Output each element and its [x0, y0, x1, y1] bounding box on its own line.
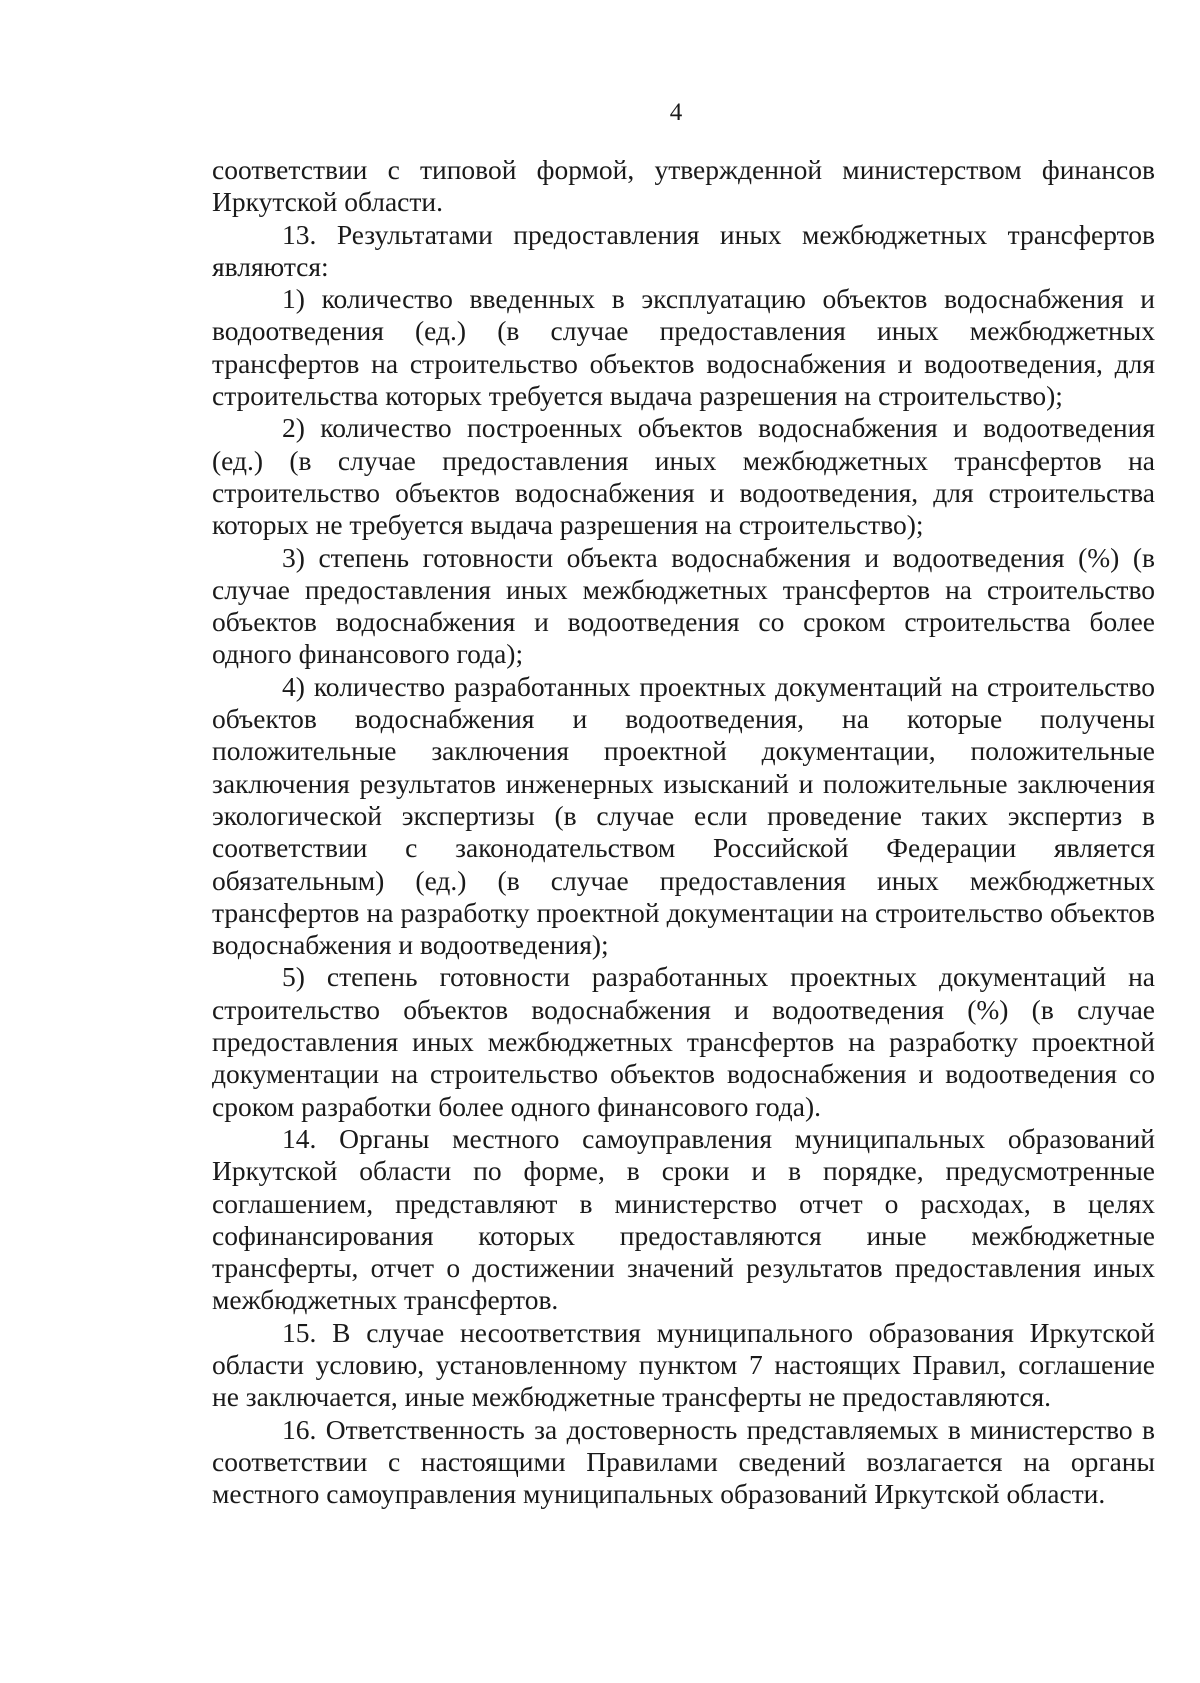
paragraph-13-item-5: 5) степень готовности разработанных проектных документаций на строительство объектов водоснабжения и водоотведения (%) (в случае предоставления иных межбюджетных трансфертов на разработку проектной документации на строительство объектов водоснабжения и водоотведения со сроком разработки более одного финансового года). — [212, 961, 1155, 1122]
paragraph-16: 16. Ответственность за достоверность представляемых в министерство в соответствии с настоящими Правилами сведений возлагается на органы местного самоуправления муниципальных образований Иркутской области. — [212, 1413, 1155, 1510]
document-body — [212, 154, 1155, 1510]
paragraph-continuation: соответствии с типовой формой, утвержденной министерством финансов Иркутской области. — [212, 154, 1155, 218]
paragraph-13: 13. Результатами предоставления иных межбюджетных трансфертов являются: — [212, 218, 1155, 282]
paragraph-13-item-1: 1) количество введенных в эксплуатацию объектов водоснабжения и водоотведения (ед.) (в случае предоставления иных межбюджетных трансфертов на строительство объектов водоснабжения и водоотведения, для строительства которых требуется выдача разрешения на строительство); — [212, 283, 1155, 412]
page-number: 4 — [669, 99, 683, 126]
paragraph-15: 15. В случае несоответствия муниципального образования Иркутской области условию, установленному пунктом 7 настоящих Правил, соглашение не заключается, иные межбюджетные трансферты не предоставляются. — [212, 1316, 1155, 1413]
paragraph-14: 14. Органы местного самоуправления муниципальных образований Иркутской области по форме, в сроки и в порядке, предусмотренные соглашением, представляют в министерство отчет о расходах, в целях софинансирования которых предоставляются иные межбюджетные трансферты, отчет о достижении значений результатов предоставления иных межбюджетных трансфертов. — [212, 1122, 1155, 1316]
paragraph-13-item-3: 3) степень готовности объекта водоснабжения и водоотведения (%) (в случае предоставления иных межбюджетных трансфертов на строительство объектов водоснабжения и водоотведения со сроком строительства более одного финансового года); — [212, 541, 1155, 670]
paragraph-13-item-2: 2) количество построенных объектов водоснабжения и водоотведения (ед.) (в случае предоставления иных межбюджетных трансфертов на строительство объектов водоснабжения и водоотведения, для строительства которых не требуется выдача разрешения на строительство); — [212, 412, 1155, 541]
paragraph-13-item-4: 4) количество разработанных проектных документаций на строительство объектов водоснабжения и водоотведения, на которые получены положительные заключения проектной документации, положительные заключения результатов инженерных изысканий и положительные заключения экологической экспертизы (в случае если проведение таких экспертиз в соответствии с законодательством Российской Федерации является обязательным) (ед.) (в случае предоставления иных межбюджетных трансфертов на разработку проектной документации на строительство объектов водоснабжения и водоотведения); — [212, 670, 1155, 961]
